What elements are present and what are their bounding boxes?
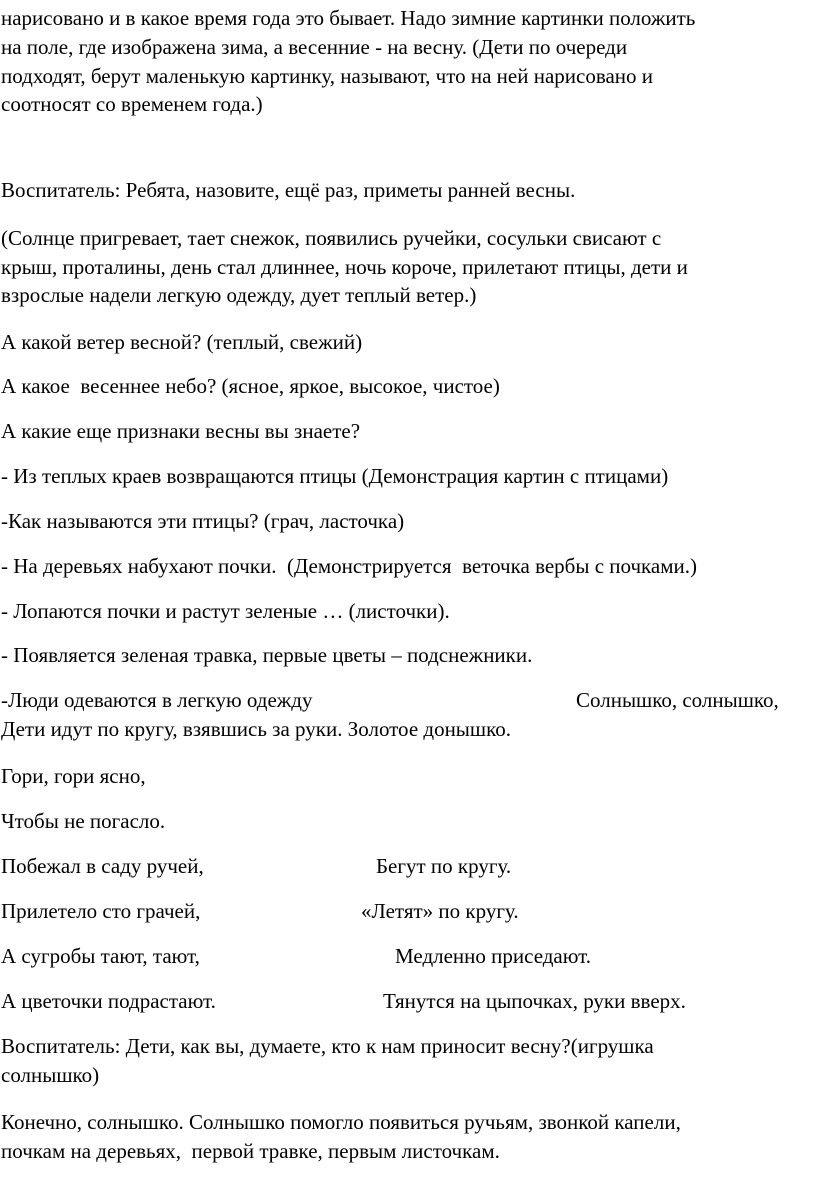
text-line: на поле, где изображена зима, а весенние - на весну. (Дети по очереди [1, 35, 628, 59]
text-line: А какие еще признаки весны вы знаете? [1, 419, 361, 443]
poem-line: Прилетело сто грачей, [1, 899, 201, 923]
text-line: (Солнце пригревает, тает снежок, появились ручейки, сосульки свисают с [1, 226, 662, 250]
text-line: -Как называются эти птицы? (грач, ласточка) [1, 509, 405, 533]
text-line: солнышко) [1, 1063, 100, 1087]
movement-line: Тянутся на цыпочках, руки вверх. [383, 989, 686, 1013]
text-line: А какой ветер весной? (теплый, свежий) [1, 330, 363, 354]
text-line: нарисовано и в какое время года это бывает. Надо зимние картинки положить [1, 6, 696, 30]
text-line: - Появляется зеленая травка, первые цветы – подснежники. [1, 643, 533, 667]
text-line: Воспитатель: Дети, как вы, думаете, кто к нам приносит весну?(игрушка [1, 1034, 654, 1058]
text-line: Воспитатель: Ребята, назовите, ещё раз, приметы ранней весны. [1, 178, 576, 202]
text-line: - На деревьях набухают почки. (Демонстрируется веточка вербы с почками.) [1, 554, 698, 578]
text-line: - Из теплых краев возвращаются птицы (Демонстрация картин с птицами) [1, 464, 669, 488]
movement-line: Медленно приседают. [395, 944, 592, 968]
poem-line: А цветочки подрастают. [1, 989, 216, 1013]
poem-line: Побежал в саду ручей, [1, 854, 204, 878]
text-line: взрослые надели легкую одежду, дует теплый ветер.) [1, 283, 477, 307]
movement-line: Бегут по кругу. [376, 854, 512, 878]
text-line: подходят, берут маленькую картинку, называют, что на ней нарисовано и [1, 64, 654, 88]
poem-line: Чтобы не погасло. [1, 809, 166, 833]
text-line: Дети идут по кругу, взявшись за руки. Золотое донышко. [1, 717, 511, 741]
text-line: - Лопаются почки и растут зеленые … (листочки). [1, 599, 450, 623]
text-line: крыш, проталины, день стал длиннее, ночь короче, прилетают птицы, дети и [1, 255, 688, 279]
text-line: -Люди одеваются в легкую одежду [1, 688, 313, 712]
text-line: соотносят со временем года.) [1, 92, 263, 116]
text-line: почкам на деревьях, первой травке, первым листочкам. [1, 1139, 500, 1163]
text-line: Конечно, солнышко. Солнышко помогло появиться ручьям, звонкой капели, [1, 1110, 681, 1134]
poem-line: Гори, гори ясно, [1, 764, 146, 788]
poem-line: Солнышко, солнышко, [576, 688, 779, 712]
movement-line: «Летят» по кругу. [361, 899, 519, 923]
poem-line: А сугробы тают, тают, [1, 944, 200, 968]
text-line: А какое весеннее небо? (ясное, яркое, высокое, чистое) [1, 374, 500, 398]
